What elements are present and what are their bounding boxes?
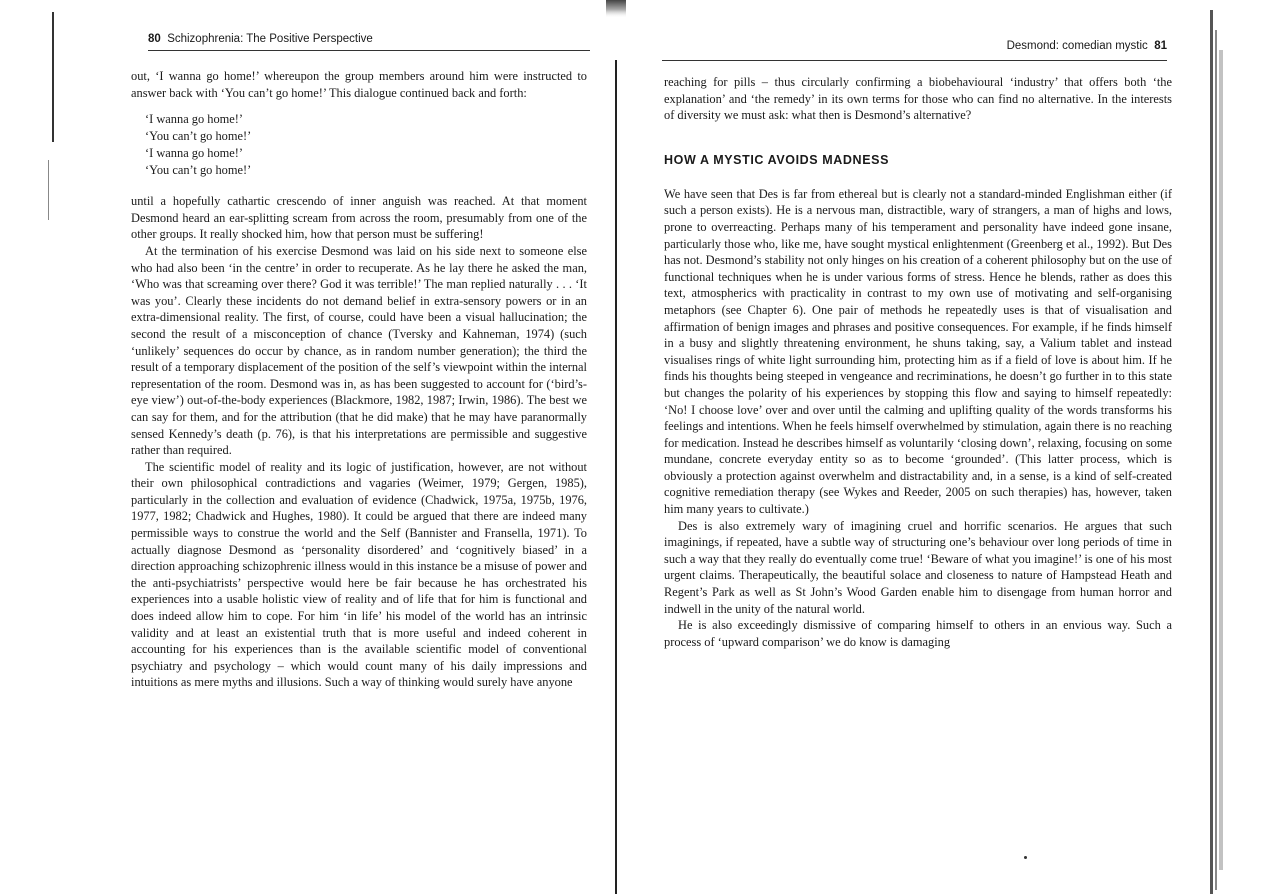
page-edge-shadow-right xyxy=(1208,10,1226,894)
paragraph: reaching for pills – thus circularly confirming a biobehavioural ‘industry’ that offers both ‘the explanation’ and ‘the remedy’ in its own terms for those who can find no alternative. In the interests of diversity we must ask: what then is Desmond’s alternative? xyxy=(664,75,1172,123)
header-rule-left xyxy=(148,50,590,51)
page-number-left: 80 xyxy=(148,33,161,45)
paragraph: Des is also extremely wary of imagining cruel and horrific scenarios. He argues that such imaginings, if repeated, have a subtle way of structuring one’s behaviour over long periods of time in such a way that they really do eventually come true! ‘Beware of what you imagine!’ is one of his most urgent claims. Therapeutically, the beautiful solace and closeness to nature of Hampstead Heath and Regent’s Park as well as St John’s Wood Garden enable him to disengage from human horror and indwell in the unity of the natural world. xyxy=(664,518,1172,616)
dialogue-line: ‘I wanna go home!’ xyxy=(145,112,244,127)
dialogue-line: ‘You can’t go home!’ xyxy=(145,163,252,178)
paragraph: until a hopefully cathartic crescendo of inner anguish was reached. At that moment Desmond heard an ear-splitting scream from across the room, presumably from one of the other groups. It really shocked him, how that person must be suffering! xyxy=(131,194,587,242)
running-title-left: Schizophrenia: The Positive Perspective xyxy=(167,33,373,45)
dialogue-block xyxy=(145,111,587,179)
paragraph: We have seen that Des is far from ethereal but is clearly not a standard-minded Englishman either (if such a person exists). He is a nervous man, distractible, wary of strangers, a man of highs and lows, prone to overreacting. Perhaps many of his temperament and personality have indeed gone insane, particularly those who, like me, have sought mystical enlightenment (Greenberg et al., 1992). But Des has not. Desmond’s stability not only hinges on his creation of a coherent philosophy but on the use of functional techniques when he is under various forms of stress. Hence he blends, rather as does this text, atmospherics with practicality in contrast to my own use of motivating and self-organising metaphors (see Chapter 6). One pair of methods he repeatedly uses is that of visualisation and affirmation of benign images and phrases and positive consequences. For example, if he finds himself in a busy and slightly threatening environment, he shuns taking, say, a Valium tablet and instead visualises rings of white light surrounding him, protecting him as if a field of love is about him. If he finds his thoughts being steeped in vengeance and recriminations, he doesn’t go further in to this state but changes the polarity of his experiences by stopping this flow and saying to himself repeatedly: ‘No! I choose love’ over and over until the calming and uplifting quality of the words transforms his feelings and intentions. When he feels himself overwhelmed by stimulation, again there is no reaching for medication. Instead he describes himself as voluntarily ‘closing down’, relaxing, focusing on some mundane, concrete everyday entity so as to become ‘grounded’. (This latter process, which is obviously a protection against overwhelm and distractability and, in a sense, is a kind of self-created cognitive remediation therapy (see Wykes and Reeder, 2005 on such therapies) has, however, taken him many years to cultivate.) xyxy=(664,186,1172,517)
right-page-header xyxy=(662,40,1167,52)
right-text-column xyxy=(664,74,1172,650)
paragraph: He is also exceedingly dismissive of comparing himself to others in an envious way. Such a process of ‘upward comparison’ we do know is damaging xyxy=(664,618,1172,649)
paragraph: At the termination of his exercise Desmond was laid on his side next to someone else who had also been ‘in the centre’ in order to recuperate. As he lay there he asked the man, ‘Who was that screaming over there? God it was terrible!’ The man replied naturally . . . ‘It was you’. Clearly these incidents do not demand belief in extra-sensory powers or in an extra-dimensional reality. The first, of course, could have been a visual hallucination; the second the result of a misconception of chance (Tversky and Kahneman, 1974) (such ‘unlikely’ sequences do occur by chance, as in random number generation); the third the result of a temporary displacement of the position of the self’s viewpoint within the internal representation of the room. Desmond was in, as has been suggested to account for (‘bird’s-eye view’) out-of-the-body experiences (Blackmore, 1982, 1987; Irwin, 1986). The best we can say for them, and for the attribution (that he did make) that he may have paranormally sensed Kennedy’s death (p. 76), is that his interpretations are permissible and suggestive rather than required. xyxy=(131,243,587,458)
speck-mark xyxy=(1024,856,1027,859)
section-heading: HOW A MYSTIC AVOIDS MADNESS xyxy=(664,152,890,167)
paragraph: out, ‘I wanna go home!’ whereupon the group members around him were instructed to answer back with ‘You can’t go home!’ This dialogue continued back and forth: xyxy=(131,69,587,100)
page-number-right: 81 xyxy=(1154,40,1167,52)
dialogue-line: ‘I wanna go home!’ xyxy=(145,146,244,161)
header-rule-right xyxy=(662,60,1167,61)
right-page xyxy=(620,0,1262,894)
left-page xyxy=(0,0,610,894)
paragraph: The scientific model of reality and its logic of justification, however, are not without their own philosophical contradictions and vagaries (Weimer, 1979; Gergen, 1985), particularly in the collection and evaluation of evidence (Chadwick, 1975a, 1975b, 1976, 1977, 1982; Chadwick and Hughes, 1980). It could be argued that there are indeed many permissible ways to construe the world and the Self (Bannister and Fransella, 1971). To actually diagnose Desmond as ‘personality disordered’ and ‘cognitively biased’ in a direction approaching schizophrenic illness would in this instance be a misuse of power and the anti-psychiatrists’ perspective would here be fair because he has orchestrated his experiences into a usable holistic view of reality and of life that for him is functional and does indeed allow him to cope. For him ‘in life’ his model of the world has an intrinsic validity and at least an existential truth that is more useful and indeed coherent in accounting for his experiences than is the available scientific model of conventional psychiatry and psychology – which would count many of his daily impressions and intuitions as mere myths and illusions. Such a way of thinking would surely have anyone xyxy=(131,459,587,690)
running-title-right: Desmond: comedian mystic xyxy=(1006,40,1148,52)
left-text-column xyxy=(131,68,587,691)
spine-fold-line xyxy=(615,60,617,894)
dialogue-line: ‘You can’t go home!’ xyxy=(145,129,252,144)
left-page-header xyxy=(148,33,590,45)
